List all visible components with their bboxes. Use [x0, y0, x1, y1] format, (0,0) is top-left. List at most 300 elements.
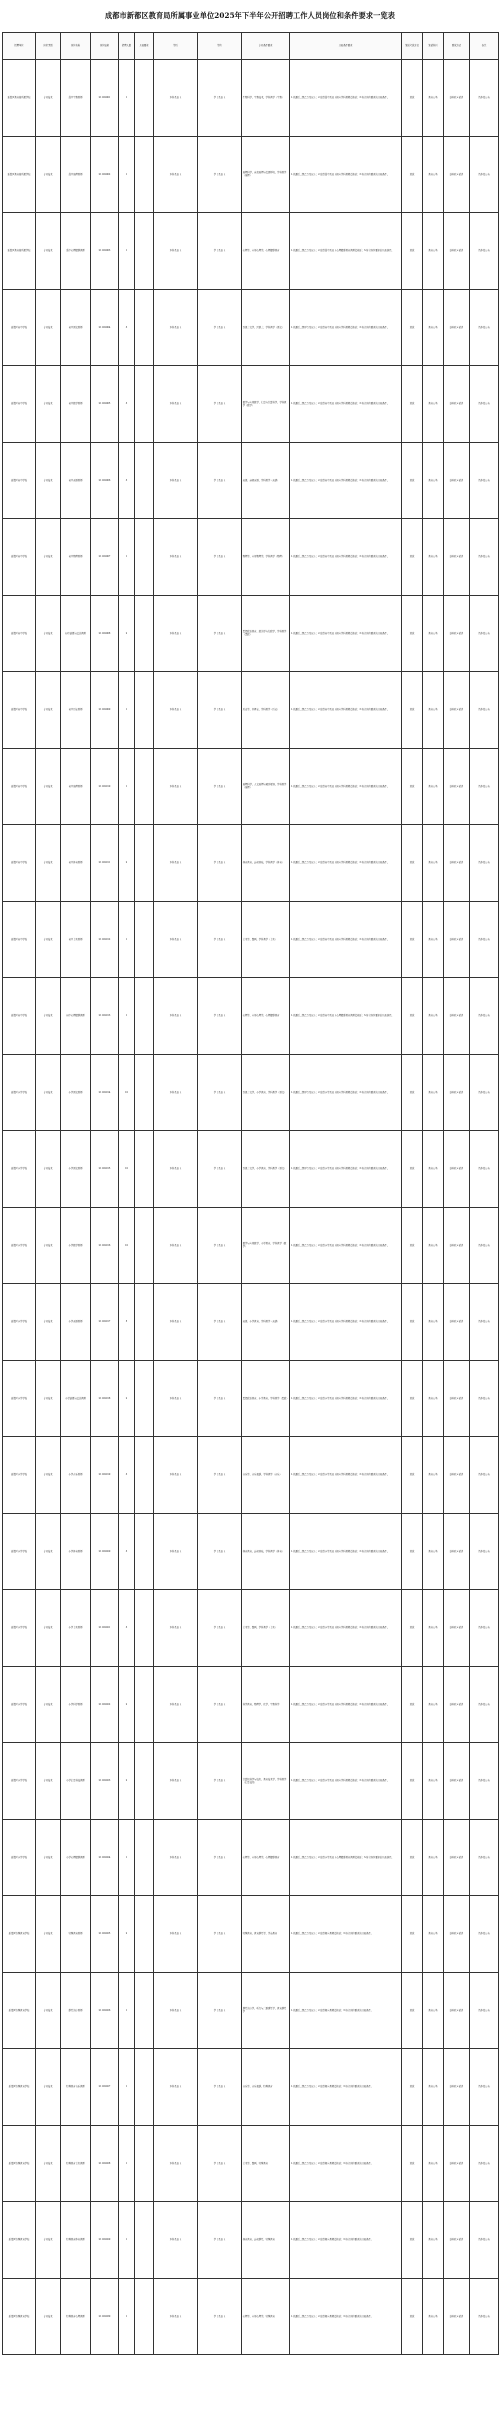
table-row	[3, 1666, 499, 1743]
header-method: 笔试考试方式	[402, 33, 423, 60]
cell-conditions: 1.普通话二级乙等及以上；2.取得小学及以上相应学科教师资格证；3.符合岗位要求的其他条件。	[290, 1284, 402, 1361]
cell-remark: 具体见公告	[470, 1054, 499, 1131]
cell-unit: 新都区教育局所属学校	[3, 60, 36, 137]
table-row	[3, 366, 499, 443]
cell-written-subject: 教育公基	[423, 2278, 444, 2355]
cell-remark: 具体见公告	[470, 60, 499, 137]
cell-post-name: 初中心理健康教师	[61, 978, 91, 1055]
cell-remark: 具体见公告	[470, 1284, 499, 1361]
table-row	[3, 1896, 499, 1973]
table-row	[3, 1360, 499, 1437]
cell-unit: 新都区小学学校	[3, 1437, 36, 1514]
cell-other	[135, 1131, 154, 1208]
cell-remark: 具体见公告	[470, 2049, 499, 2126]
cell-post-code: 21102015	[91, 1131, 119, 1208]
cell-degree: 学士及以上	[198, 672, 242, 749]
cell-degree: 学士及以上	[198, 1054, 242, 1131]
cell-post-code: 21102003	[91, 213, 119, 290]
cell-post-code: 21102013	[91, 978, 119, 1055]
cell-post-name: 特殊教育教师	[61, 1896, 91, 1973]
cell-post-code: 21102020	[91, 1513, 119, 1590]
cell-interview-method: 结构化+试讲	[444, 442, 470, 519]
cell-category: 专业技术	[36, 1743, 61, 1820]
cell-interview-method: 结构化+试讲	[444, 595, 470, 672]
cell-category: 专业技术	[36, 1819, 61, 1896]
cell-post-code: 21102005	[91, 366, 119, 443]
cell-category: 专业技术	[36, 1131, 61, 1208]
cell-remark: 具体见公告	[470, 1131, 499, 1208]
cell-education: 本科及以上	[154, 366, 198, 443]
cell-count: 1	[119, 1972, 135, 2049]
cell-written-subject: 教育公基	[423, 825, 444, 902]
cell-conditions: 1.普通话二级乙等及以上；2.取得初中及以上相应学科教师资格证；3.符合岗位要求的其他条件。	[290, 825, 402, 902]
cell-conditions: 1.普通话二级乙等及以上；2.取得初中及以上心理健康教育教师资格证；3.符合岗位要求的其他条件。	[290, 978, 402, 1055]
cell-major: 生物科学、生物技术、学科教学（生物）	[242, 60, 290, 137]
cell-exam-method: 笔试	[402, 1207, 423, 1284]
cell-major: 科学教育、物理学、化学、生物科学	[242, 1666, 290, 1743]
cell-count: 1	[119, 2125, 135, 2202]
cell-conditions: 1.普通话二级乙等及以上；2.取得初中及以上相应学科教师资格证；3.符合岗位要求的其他条件。	[290, 366, 402, 443]
cell-post-name: 小学心理健康教师	[61, 1819, 91, 1896]
table-row	[3, 1437, 499, 1514]
cell-category: 专业技术	[36, 60, 61, 137]
cell-written-subject: 教育公基	[423, 136, 444, 213]
cell-exam-method: 笔试	[402, 901, 423, 978]
cell-degree: 学士及以上	[198, 519, 242, 596]
cell-category: 专业技术	[36, 519, 61, 596]
table-row	[3, 595, 499, 672]
cell-major: 音乐学、音乐表演、特殊教育	[242, 2049, 290, 2126]
cell-conditions: 1.普通话二级乙等及以上；2.取得初中及以上相应学科教师资格证；3.符合岗位要求的其他条件。	[290, 901, 402, 978]
cell-count: 1	[119, 1819, 135, 1896]
cell-category: 专业技术	[36, 825, 61, 902]
cell-education: 本科及以上	[154, 1054, 198, 1131]
cell-interview-method: 结构化+试讲	[444, 1054, 470, 1131]
cell-written-subject: 教育公基	[423, 519, 444, 596]
cell-unit: 新都区小学学校	[3, 1819, 36, 1896]
cell-exam-method: 笔试	[402, 1896, 423, 1973]
cell-post-code: 21102001	[91, 60, 119, 137]
cell-major: 心理学、应用心理学、心理健康教育	[242, 1819, 290, 1896]
cell-exam-method: 笔试	[402, 1590, 423, 1667]
cell-post-name: 小学音乐教师	[61, 1437, 91, 1514]
cell-unit: 新都区初中学校	[3, 442, 36, 519]
recruitment-table	[2, 32, 499, 2355]
cell-exam-method: 笔试	[402, 1054, 423, 1131]
cell-post-name: 初中语文教师	[61, 289, 91, 366]
cell-post-code: 21102011	[91, 825, 119, 902]
cell-category: 专业技术	[36, 978, 61, 1055]
cell-exam-method: 笔试	[402, 1284, 423, 1361]
cell-other	[135, 672, 154, 749]
cell-exam-method: 笔试	[402, 289, 423, 366]
header-other: 其他要求	[135, 33, 154, 60]
cell-degree: 学士及以上	[198, 901, 242, 978]
cell-education: 本科及以上	[154, 825, 198, 902]
cell-interview-method: 结构化+试讲	[444, 366, 470, 443]
cell-interview-method: 结构化+试讲	[444, 519, 470, 596]
cell-unit: 新都区小学学校	[3, 1743, 36, 1820]
header-interview: 面试方式	[444, 33, 470, 60]
cell-degree: 学士及以上	[198, 748, 242, 825]
cell-post-name: 小学美术教师	[61, 1590, 91, 1667]
cell-unit: 新都区初中学校	[3, 978, 36, 1055]
header-remark: 备注	[470, 33, 499, 60]
cell-written-subject: 教育公基	[423, 1513, 444, 1590]
cell-degree: 学士及以上	[198, 289, 242, 366]
cell-conditions: 1.普通话二级乙等及以上；2.取得初中及以上相应学科教师资格证；3.符合岗位要求的其他条件。	[290, 672, 402, 749]
cell-post-code: 21102010	[91, 748, 119, 825]
cell-unit: 新都区初中学校	[3, 595, 36, 672]
cell-unit: 新都区特殊教育学校	[3, 2049, 36, 2126]
cell-interview-method: 结构化+试讲	[444, 1207, 470, 1284]
cell-category: 专业技术	[36, 1284, 61, 1361]
cell-education: 本科及以上	[154, 60, 198, 137]
cell-post-name: 小学语文教师	[61, 1131, 91, 1208]
table-row	[3, 901, 499, 978]
header-major: 专业条件要求	[242, 33, 290, 60]
cell-conditions: 1.普通话二级乙等及以上；2.取得相应教师资格证；3.符合岗位要求的其他条件。	[290, 1896, 402, 1973]
cell-major: 英语、小学教育、学科教学（英语）	[242, 1284, 290, 1361]
cell-education: 本科及以上	[154, 901, 198, 978]
cell-post-code: 21102016	[91, 1207, 119, 1284]
cell-category: 专业技术	[36, 2278, 61, 2355]
cell-post-code: 21102007	[91, 519, 119, 596]
cell-degree: 学士及以上	[198, 1207, 242, 1284]
cell-unit: 新都区小学学校	[3, 1207, 36, 1284]
cell-remark: 具体见公告	[470, 901, 499, 978]
cell-written-subject: 教育公基	[423, 1743, 444, 1820]
cell-category: 专业技术	[36, 1360, 61, 1437]
cell-written-subject: 教育公基	[423, 1590, 444, 1667]
cell-post-code: 21102002	[91, 136, 119, 213]
cell-remark: 具体见公告	[470, 1437, 499, 1514]
cell-conditions: 1.普通话二级乙等及以上；2.取得高中及以上心理健康教育教师资格证；3.符合岗位要求的其他条件。	[290, 213, 402, 290]
cell-other	[135, 1054, 154, 1131]
cell-written-subject: 教育公基	[423, 1819, 444, 1896]
cell-other	[135, 60, 154, 137]
cell-category: 专业技术	[36, 289, 61, 366]
cell-degree: 学士及以上	[198, 825, 242, 902]
cell-other	[135, 595, 154, 672]
cell-post-code: 21102022	[91, 1666, 119, 1743]
cell-other	[135, 1972, 154, 2049]
cell-unit: 新都区初中学校	[3, 825, 36, 902]
cell-education: 本科及以上	[154, 1743, 198, 1820]
cell-written-subject: 教育公基	[423, 1207, 444, 1284]
cell-post-code: 21102019	[91, 1437, 119, 1514]
cell-unit: 新都区教育局所属学校	[3, 213, 36, 290]
cell-interview-method: 结构化+试讲	[444, 2202, 470, 2279]
cell-post-name: 高中心理健康教师	[61, 213, 91, 290]
table-row	[3, 213, 499, 290]
cell-exam-method: 笔试	[402, 519, 423, 596]
table-row	[3, 1743, 499, 1820]
cell-remark: 具体见公告	[470, 825, 499, 902]
cell-degree: 学士及以上	[198, 2049, 242, 2126]
cell-count: 2	[119, 825, 135, 902]
cell-other	[135, 519, 154, 596]
cell-major: 地理科学、自然地理与资源环境、学科教学（地理）	[242, 136, 290, 213]
cell-post-name: 小学信息科技教师	[61, 1743, 91, 1820]
cell-post-code: 21102026	[91, 1972, 119, 2049]
cell-post-name: 初中英语教师	[61, 442, 91, 519]
cell-post-code: 21102021	[91, 1590, 119, 1667]
cell-exam-method: 笔试	[402, 213, 423, 290]
cell-education: 本科及以上	[154, 1437, 198, 1514]
cell-education: 本科及以上	[154, 1131, 198, 1208]
cell-unit: 新都区初中学校	[3, 366, 36, 443]
cell-unit: 新都区初中学校	[3, 748, 36, 825]
cell-unit: 新都区特殊教育学校	[3, 2125, 36, 2202]
cell-exam-method: 笔试	[402, 136, 423, 213]
cell-degree: 学士及以上	[198, 1437, 242, 1514]
table-row	[3, 978, 499, 1055]
cell-remark: 具体见公告	[470, 213, 499, 290]
cell-interview-method: 结构化+试讲	[444, 2049, 470, 2126]
cell-category: 专业技术	[36, 442, 61, 519]
cell-other	[135, 2202, 154, 2279]
cell-written-subject: 教育公基	[423, 1437, 444, 1514]
cell-other	[135, 2049, 154, 2126]
cell-exam-method: 笔试	[402, 1437, 423, 1514]
cell-unit: 新都区小学学校	[3, 1666, 36, 1743]
cell-unit: 新都区初中学校	[3, 901, 36, 978]
cell-interview-method: 结构化+试讲	[444, 672, 470, 749]
cell-interview-method: 结构化+试讲	[444, 748, 470, 825]
cell-conditions: 1.普通话二级乙等及以上；2.取得相应教师资格证；3.符合岗位要求的其他条件。	[290, 2125, 402, 2202]
cell-other	[135, 2278, 154, 2355]
cell-degree: 学士及以上	[198, 1513, 242, 1590]
cell-education: 本科及以上	[154, 1819, 198, 1896]
cell-written-subject: 教育公基	[423, 1054, 444, 1131]
header-unit: 招聘单位	[3, 33, 36, 60]
cell-other	[135, 1284, 154, 1361]
cell-remark: 具体见公告	[470, 289, 499, 366]
cell-post-code: 21102004	[91, 289, 119, 366]
cell-written-subject: 教育公基	[423, 1896, 444, 1973]
cell-interview-method: 结构化+试讲	[444, 1284, 470, 1361]
cell-category: 专业技术	[36, 1054, 61, 1131]
cell-post-code: 21102025	[91, 1896, 119, 1973]
cell-exam-method: 笔试	[402, 2278, 423, 2355]
cell-unit: 新都区特殊教育学校	[3, 2202, 36, 2279]
cell-conditions: 1.普通话二级甲等及以上；2.取得小学及以上相应学科教师资格证；3.符合岗位要求的其他条件。	[290, 1054, 402, 1131]
cell-category: 专业技术	[36, 1207, 61, 1284]
cell-category: 专业技术	[36, 1972, 61, 2049]
cell-category: 专业技术	[36, 2049, 61, 2126]
cell-degree: 学士及以上	[198, 1131, 242, 1208]
cell-count: 3	[119, 1513, 135, 1590]
cell-other	[135, 1513, 154, 1590]
cell-written-subject: 教育公基	[423, 213, 444, 290]
cell-interview-method: 结构化+试讲	[444, 213, 470, 290]
table-row	[3, 289, 499, 366]
cell-degree: 学士及以上	[198, 1972, 242, 2049]
cell-education: 本科及以上	[154, 672, 198, 749]
cell-exam-method: 笔试	[402, 1972, 423, 2049]
cell-count: 5	[119, 1284, 135, 1361]
cell-category: 专业技术	[36, 1513, 61, 1590]
cell-major: 思想政治教育、小学教育、学科教学（思政）	[242, 1360, 290, 1437]
cell-category: 专业技术	[36, 1590, 61, 1667]
cell-exam-method: 笔试	[402, 1666, 423, 1743]
cell-conditions: 1.普通话二级乙等及以上；2.取得小学及以上相应学科教师资格证；3.符合岗位要求的其他条件。	[290, 1437, 402, 1514]
cell-unit: 新都区初中学校	[3, 519, 36, 596]
cell-count: 3	[119, 1590, 135, 1667]
cell-count: 1	[119, 2202, 135, 2279]
cell-education: 本科及以上	[154, 1972, 198, 2049]
cell-remark: 具体见公告	[470, 978, 499, 1055]
cell-degree: 学士及以上	[198, 1819, 242, 1896]
cell-unit: 新都区初中学校	[3, 672, 36, 749]
cell-count: 2	[119, 1666, 135, 1743]
cell-major: 汉语言文学、小学教育、学科教学（语文）	[242, 1131, 290, 1208]
cell-education: 本科及以上	[154, 2125, 198, 2202]
cell-post-code: 21102014	[91, 1054, 119, 1131]
cell-other	[135, 1590, 154, 1667]
cell-interview-method: 结构化+试讲	[444, 1819, 470, 1896]
cell-post-code: 21102006	[91, 442, 119, 519]
cell-degree: 学士及以上	[198, 2125, 242, 2202]
cell-remark: 具体见公告	[470, 1207, 499, 1284]
table-row	[3, 1131, 499, 1208]
cell-conditions: 1.普通话二级乙等及以上；2.取得初中及以上相应学科教师资格证；3.符合岗位要求的其他条件。	[290, 748, 402, 825]
cell-other	[135, 1437, 154, 1514]
cell-education: 本科及以上	[154, 1513, 198, 1590]
table-row	[3, 442, 499, 519]
cell-major: 美术学、绘画、学科教学（美术）	[242, 901, 290, 978]
cell-written-subject: 教育公基	[423, 60, 444, 137]
cell-conditions: 1.普通话二级乙等及以上；2.取得高中及以上相应学科教师资格证；3.符合岗位要求的其他条件。	[290, 136, 402, 213]
header-category: 岗位类别	[36, 33, 61, 60]
cell-conditions: 1.普通话二级乙等及以上；2.取得小学及以上相应学科教师资格证；3.符合岗位要求的其他条件。	[290, 1743, 402, 1820]
cell-post-code: 21102028	[91, 2125, 119, 2202]
cell-count: 1	[119, 748, 135, 825]
cell-exam-method: 笔试	[402, 1360, 423, 1437]
cell-education: 本科及以上	[154, 2202, 198, 2279]
cell-degree: 学士及以上	[198, 1590, 242, 1667]
cell-education: 本科及以上	[154, 978, 198, 1055]
cell-category: 专业技术	[36, 213, 61, 290]
cell-other	[135, 748, 154, 825]
cell-remark: 具体见公告	[470, 442, 499, 519]
cell-other	[135, 136, 154, 213]
cell-count: 1	[119, 2278, 135, 2355]
cell-post-code: 21102009	[91, 672, 119, 749]
cell-unit: 新都区小学学校	[3, 1590, 36, 1667]
cell-degree: 学士及以上	[198, 1284, 242, 1361]
cell-post-name: 小学数学教师	[61, 1207, 91, 1284]
cell-degree: 学士及以上	[198, 1666, 242, 1743]
cell-conditions: 1.普通话二级乙等及以上；2.取得相应教师资格证；3.符合岗位要求的其他条件。	[290, 1972, 402, 2049]
cell-other	[135, 1896, 154, 1973]
cell-unit: 新都区特殊教育学校	[3, 2278, 36, 2355]
cell-education: 本科及以上	[154, 1590, 198, 1667]
cell-degree: 学士及以上	[198, 1360, 242, 1437]
cell-exam-method: 笔试	[402, 748, 423, 825]
table-row	[3, 519, 499, 596]
cell-count: 1	[119, 672, 135, 749]
cell-other	[135, 901, 154, 978]
cell-education: 本科及以上	[154, 2278, 198, 2355]
table-row	[3, 1590, 499, 1667]
cell-education: 本科及以上	[154, 213, 198, 290]
cell-remark: 具体见公告	[470, 1896, 499, 1973]
cell-interview-method: 结构化+试讲	[444, 1666, 470, 1743]
cell-count: 3	[119, 366, 135, 443]
cell-post-code: 21102030	[91, 2278, 119, 2355]
cell-other	[135, 1743, 154, 1820]
cell-other	[135, 213, 154, 290]
cell-conditions: 1.普通话二级乙等及以上；2.取得相应教师资格证；3.符合岗位要求的其他条件。	[290, 2049, 402, 2126]
cell-exam-method: 笔试	[402, 825, 423, 902]
cell-post-name: 高中生物教师	[61, 60, 91, 137]
cell-interview-method: 结构化+试讲	[444, 1131, 470, 1208]
table-row	[3, 2049, 499, 2126]
cell-exam-method: 笔试	[402, 2202, 423, 2279]
table-row	[3, 136, 499, 213]
cell-major: 心理学、应用心理学、心理健康教育	[242, 213, 290, 290]
cell-exam-method: 笔试	[402, 1819, 423, 1896]
cell-other	[135, 978, 154, 1055]
cell-interview-method: 结构化+试讲	[444, 1743, 470, 1820]
cell-interview-method: 结构化+试讲	[444, 1896, 470, 1973]
cell-written-subject: 教育公基	[423, 901, 444, 978]
cell-post-code: 21102018	[91, 1360, 119, 1437]
cell-interview-method: 结构化+试讲	[444, 1437, 470, 1514]
cell-major: 地理科学、人文地理与城乡规划、学科教学（地理）	[242, 748, 290, 825]
cell-education: 本科及以上	[154, 748, 198, 825]
cell-degree: 学士及以上	[198, 2278, 242, 2355]
cell-degree: 学士及以上	[198, 366, 242, 443]
cell-conditions: 1.普通话二级乙等及以上；2.取得小学及以上心理健康教育教师资格证；3.符合岗位要求的其他条件。	[290, 1819, 402, 1896]
cell-exam-method: 笔试	[402, 1513, 423, 1590]
cell-count: 2	[119, 1743, 135, 1820]
cell-major: 美术学、绘画、学科教学（美术）	[242, 1590, 290, 1667]
cell-category: 专业技术	[36, 748, 61, 825]
cell-major: 数学与应用数学、信息与计算科学、学科教学（数学）	[242, 366, 290, 443]
cell-major: 汉语言文学、小学教育、学科教学（语文）	[242, 1054, 290, 1131]
table-row	[3, 1207, 499, 1284]
cell-major: 心理学、应用心理学、特殊教育	[242, 2278, 290, 2355]
cell-remark: 具体见公告	[470, 1819, 499, 1896]
cell-education: 本科及以上	[154, 289, 198, 366]
cell-remark: 具体见公告	[470, 1360, 499, 1437]
cell-major: 康复治疗学、听力与言语康复学、教育康复学	[242, 1972, 290, 2049]
cell-category: 专业技术	[36, 136, 61, 213]
cell-interview-method: 结构化+试讲	[444, 60, 470, 137]
header-conditions: 其他条件要求	[290, 33, 402, 60]
cell-other	[135, 1207, 154, 1284]
cell-count: 1	[119, 60, 135, 137]
cell-written-subject: 教育公基	[423, 672, 444, 749]
cell-major: 汉语言文学、汉语言、学科教学（语文）	[242, 289, 290, 366]
cell-post-code: 21102024	[91, 1819, 119, 1896]
cell-degree: 学士及以上	[198, 1743, 242, 1820]
cell-other	[135, 1819, 154, 1896]
cell-degree: 学士及以上	[198, 2202, 242, 2279]
cell-post-code: 21102029	[91, 2202, 119, 2279]
cell-remark: 具体见公告	[470, 519, 499, 596]
cell-degree: 学士及以上	[198, 442, 242, 519]
cell-interview-method: 结构化+试讲	[444, 2278, 470, 2355]
table-row	[3, 748, 499, 825]
cell-written-subject: 教育公基	[423, 1360, 444, 1437]
cell-count: 3	[119, 289, 135, 366]
cell-major: 英语、商务英语、学科教学（英语）	[242, 442, 290, 519]
cell-written-subject: 教育公基	[423, 748, 444, 825]
